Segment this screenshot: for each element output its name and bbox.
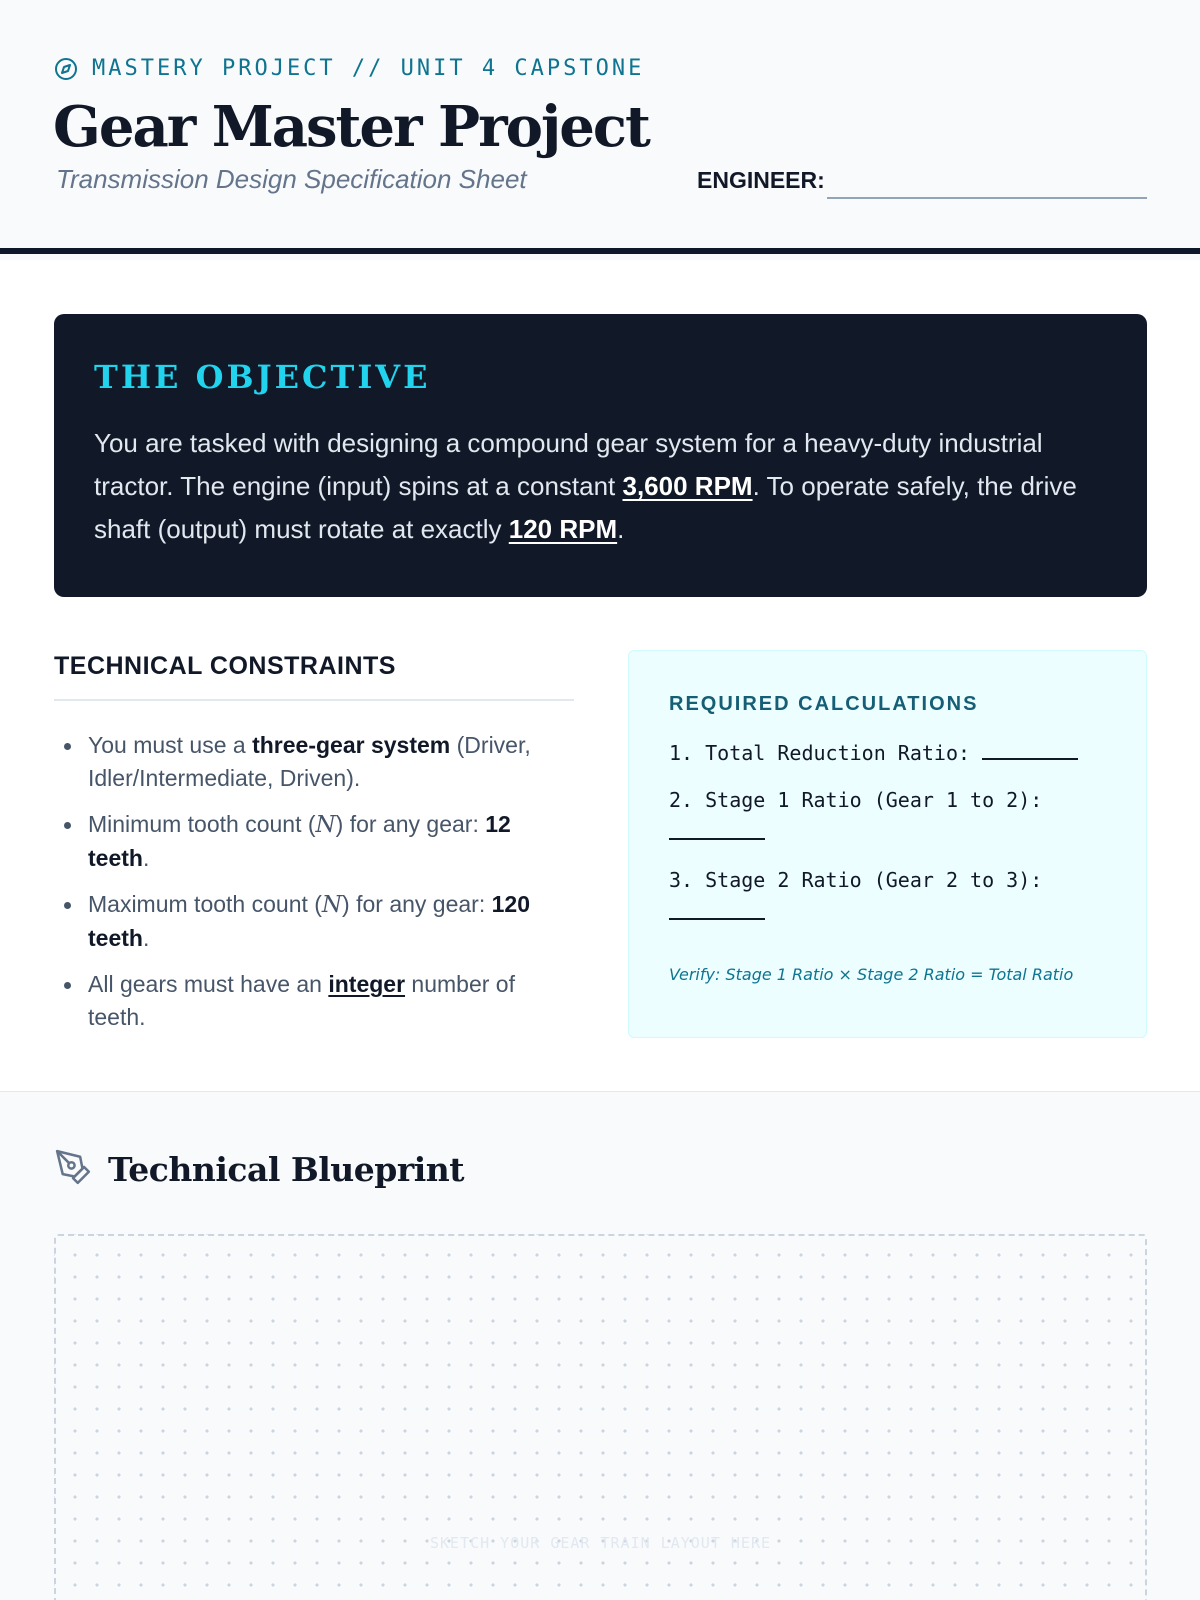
- pen-tool-icon: [54, 1148, 92, 1191]
- constraint-text: ) for any gear:: [342, 891, 492, 917]
- constraint-text: Maximum tooth count (: [88, 891, 322, 917]
- variable: N: [321, 892, 343, 918]
- page-subtitle: Transmission Design Specification Sheet: [56, 164, 527, 194]
- eyebrow-text: MASTERY PROJECT // UNIT 4 CAPSTONE: [92, 56, 645, 81]
- constraints-heading: TECHNICAL CONSTRAINTS: [54, 652, 574, 701]
- variable: N: [315, 812, 336, 838]
- answer-blank[interactable]: [669, 896, 765, 920]
- calculations-heading: REQUIRED CALCULATIONS: [669, 693, 979, 715]
- constraint-text: You must use a: [88, 732, 253, 758]
- calculations-panel: [628, 650, 1147, 1038]
- canvas-hint: SKETCH YOUR GEAR TRAIN LAYOUT HERE: [429, 1534, 772, 1552]
- objective-panel: [54, 314, 1147, 597]
- constraint-text: .: [142, 845, 150, 871]
- constraint-text: Minimum tooth count (: [88, 811, 316, 837]
- constraint-item: [88, 888, 574, 955]
- calc-label: 2. Stage 1 Ratio (Gear 1 to 2):: [669, 788, 1043, 812]
- blueprint-header: [54, 1148, 464, 1191]
- calc-item: [669, 736, 1106, 769]
- calc-item: [669, 784, 1106, 849]
- constraint-text: .: [142, 925, 150, 951]
- header: [0, 0, 1200, 254]
- objective-text: [94, 422, 1107, 551]
- engineer-field[interactable]: [827, 197, 1147, 199]
- calc-label: 1. Total Reduction Ratio:: [669, 741, 983, 765]
- constraint-emphasis: 120 teeth: [88, 891, 530, 951]
- objective-text-part: . To operate safely, the drive shaft (output) must rotate at exactly: [94, 471, 1077, 544]
- constraint-item: [88, 729, 574, 795]
- constraint-emphasis: 12 teeth: [88, 811, 511, 871]
- calc-item: [669, 864, 1106, 929]
- verify-note: Verify: Stage 1 Ratio × Stage 2 Ratio = Total Ratio: [669, 965, 1074, 984]
- answer-blank[interactable]: [669, 816, 765, 840]
- output-rpm: 120 RPM: [508, 514, 618, 544]
- blueprint-canvas[interactable]: [54, 1234, 1147, 1600]
- constraint-emphasis: integer: [328, 971, 406, 997]
- constraint-text: ) for any gear:: [335, 811, 486, 837]
- page-title: Gear Master Project: [53, 94, 649, 160]
- calc-label: 3. Stage 2 Ratio (Gear 2 to 3):: [669, 868, 1043, 892]
- main-content: [0, 260, 1200, 1092]
- constraint-item: [88, 968, 574, 1034]
- constraint-emphasis: three-gear system: [252, 732, 451, 758]
- answer-blank[interactable]: [982, 736, 1078, 760]
- constraint-text: (Driver, Idler/Intermediate, Driven).: [88, 732, 531, 791]
- eyebrow: [54, 56, 644, 81]
- constraint-item: [88, 808, 574, 875]
- objective-text-part: You are tasked with designing a compound gear system for a heavy-duty industrial tractor. The engine (input) spins at a constant: [94, 428, 1043, 501]
- constraints-section: [54, 652, 574, 1047]
- constraints-list: [54, 729, 574, 1034]
- objective-text-part: .: [617, 514, 625, 544]
- input-rpm: 3,600 RPM: [622, 471, 753, 501]
- compass-icon: [54, 57, 78, 81]
- constraint-text: All gears must have an: [88, 971, 329, 997]
- blueprint-heading: Technical Blueprint: [108, 1150, 465, 1189]
- constraint-text: number of teeth.: [88, 971, 515, 1030]
- engineer-label: ENGINEER:: [697, 167, 825, 193]
- objective-heading: THE OBJECTIVE: [94, 358, 431, 396]
